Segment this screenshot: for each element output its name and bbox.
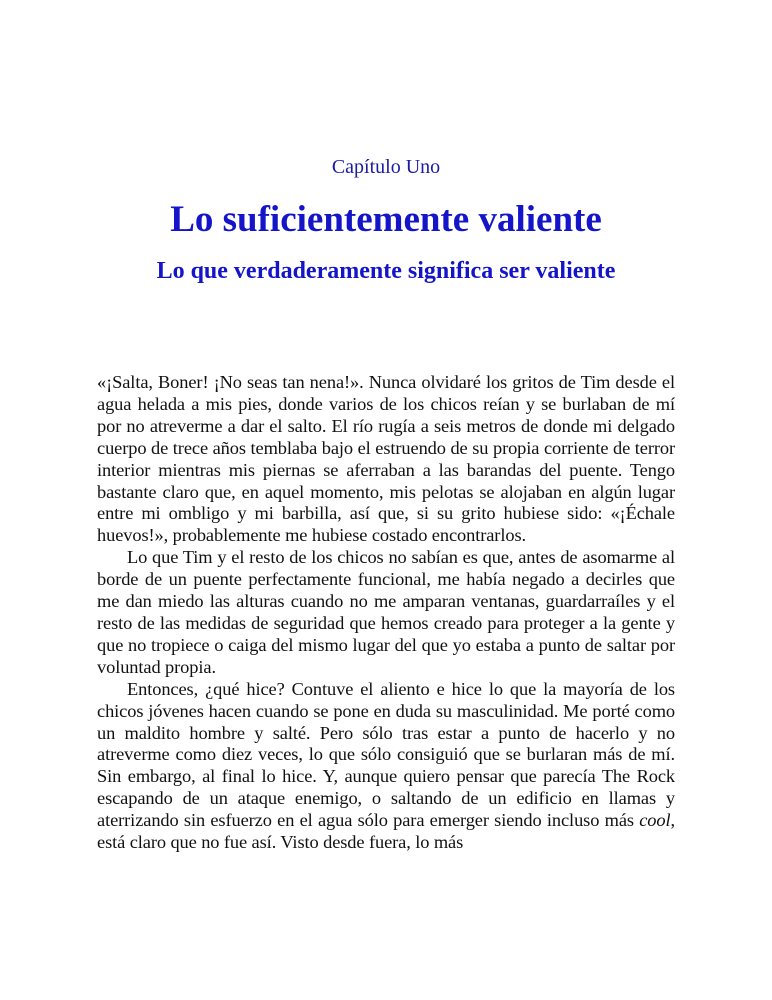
paragraph-3 <box>97 679 675 854</box>
chapter-body <box>97 372 675 854</box>
paragraph-2: Lo que Tim y el resto de los chicos no sabían es que, antes de asomarme al borde de un puente perfectamente funcional, me había negado a decirles que me dan miedo las alturas cuando no me amparan ventanas, guardarraíles y el resto de las medidas de seguridad que hemos creado para proteger a la gente y que no tropiece o caiga del mismo lugar del que yo estaba a punto de saltar por voluntad propia. <box>97 547 675 677</box>
paragraph-1: «¡Salta, Boner! ¡No seas tan nena!». Nunca olvidaré los gritos de Tim desde el agua helada a mis pies, donde varios de los chicos reían y se burlaban de mí por no atreverme a dar el salto. El río rugía a seis metros de donde mi delgado cuerpo de trece años temblaba bajo el estruendo de su propia corriente de terror interior mientras mis piernas se aferraban a las barandas del puente. Tengo bastante claro que, en aquel momento, mis pelotas se alojaban en algún lugar entre mi ombligo y mi barbilla, así que, si su grito hubiese sido: «¡Échale huevos!», probablemente me hubiese costado encontrarlos. <box>97 372 675 546</box>
paragraph-3-text-end: , está claro que no fue así. Visto desde fuera, lo más <box>97 810 675 853</box>
chapter-title: Lo suficientemente valiente <box>170 199 602 240</box>
paragraph-3-text-start: Entonces, ¿qué hice? Contuve el aliento e hice lo que la mayoría de los chicos jóvenes hacen cuando se pone en duda su masculinidad. Me porté como un maldito hombre y salté. Pero sólo tras estar a punto de hacerlo y no atreverme como diez veces, lo que sólo consiguió que se burlaran más de mí. Sin embargo, al final lo hice. Y, aunque quiero pensar que parecía The Rock escapando de un ataque enemigo, o saltando de un edificio en llamas y aterrizando sin esfuerzo en el agua sólo para emerger siendo incluso más <box>97 678 675 831</box>
chapter-number: Capítulo Uno <box>331 156 441 178</box>
emphasized-word: cool <box>639 810 671 831</box>
chapter-subtitle: Lo que verdaderamente significa ser valiente <box>156 258 616 284</box>
